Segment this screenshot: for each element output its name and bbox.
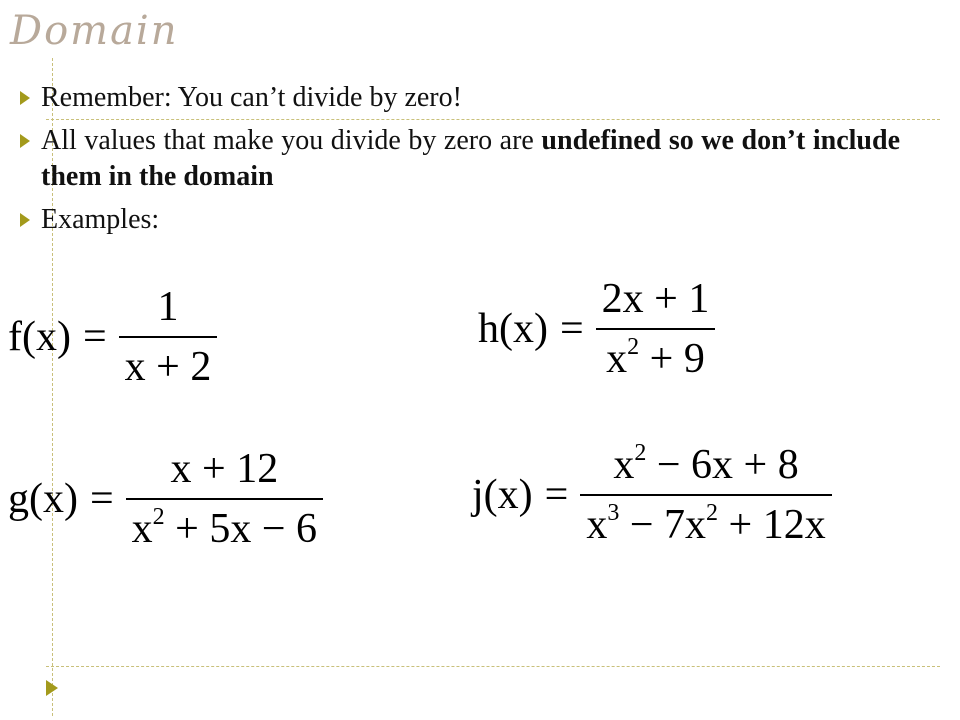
fraction [126, 444, 323, 554]
exponent: 2 [706, 500, 719, 526]
equals-sign: = [544, 472, 569, 518]
bullet-list [20, 80, 900, 245]
denominator [126, 504, 323, 554]
den-mid: − 7x [619, 502, 707, 548]
triangle-footer-icon [46, 680, 58, 696]
exponent: 2 [627, 334, 640, 360]
exponent: 2 [634, 440, 647, 466]
equation-g [8, 444, 323, 554]
den-base: x [131, 506, 153, 552]
bullet-item [20, 202, 900, 238]
num-rest: − 6x + 8 [646, 442, 799, 488]
num-base: x [613, 442, 635, 488]
exponent: 2 [152, 504, 165, 530]
bullet-item [20, 123, 900, 195]
fraction [580, 440, 831, 550]
bullet-text [41, 123, 900, 195]
den-base: x [606, 336, 628, 382]
den-base: x [586, 502, 608, 548]
fraction-bar [580, 494, 831, 496]
den-rest: + 5x − 6 [164, 506, 318, 552]
equation-lhs: h(x) [478, 306, 548, 352]
bullet-item [20, 80, 900, 116]
bullet-text-bold: undefined so we don’t include them in the domain [41, 125, 900, 192]
equals-sign: = [559, 306, 584, 352]
equation-h [478, 274, 715, 384]
slide-title: Domain [10, 8, 179, 54]
bullet-text: Examples: [41, 204, 160, 235]
fraction [119, 282, 218, 392]
fraction-bar [596, 328, 716, 330]
numerator: x + 12 [170, 446, 279, 492]
denominator [580, 500, 831, 550]
denominator: x + 2 [124, 344, 212, 390]
fraction-bar [126, 498, 323, 500]
equation-f [8, 282, 217, 392]
bullet-text: Remember: You can’t divide by zero! [41, 82, 462, 113]
exponent: 3 [607, 500, 620, 526]
triangle-bullet-icon [20, 134, 30, 148]
triangle-bullet-icon [20, 213, 30, 227]
equation-lhs: g(x) [8, 476, 78, 522]
bullet-text-plain: All values that make you divide by zero are [41, 125, 542, 156]
bottom-divider [46, 666, 940, 667]
numerator [607, 440, 804, 490]
den-rest: + 12x [718, 502, 826, 548]
triangle-bullet-icon [20, 91, 30, 105]
equals-sign: = [82, 314, 107, 360]
equation-lhs: j(x) [472, 472, 533, 518]
equation-lhs: f(x) [8, 314, 71, 360]
denominator [600, 334, 711, 384]
equation-j [472, 440, 832, 550]
fraction-bar [119, 336, 218, 338]
fraction [596, 274, 716, 384]
den-rest: + 9 [639, 336, 705, 382]
numerator: 2x + 1 [601, 276, 710, 322]
equals-sign: = [89, 476, 114, 522]
numerator: 1 [157, 284, 179, 330]
